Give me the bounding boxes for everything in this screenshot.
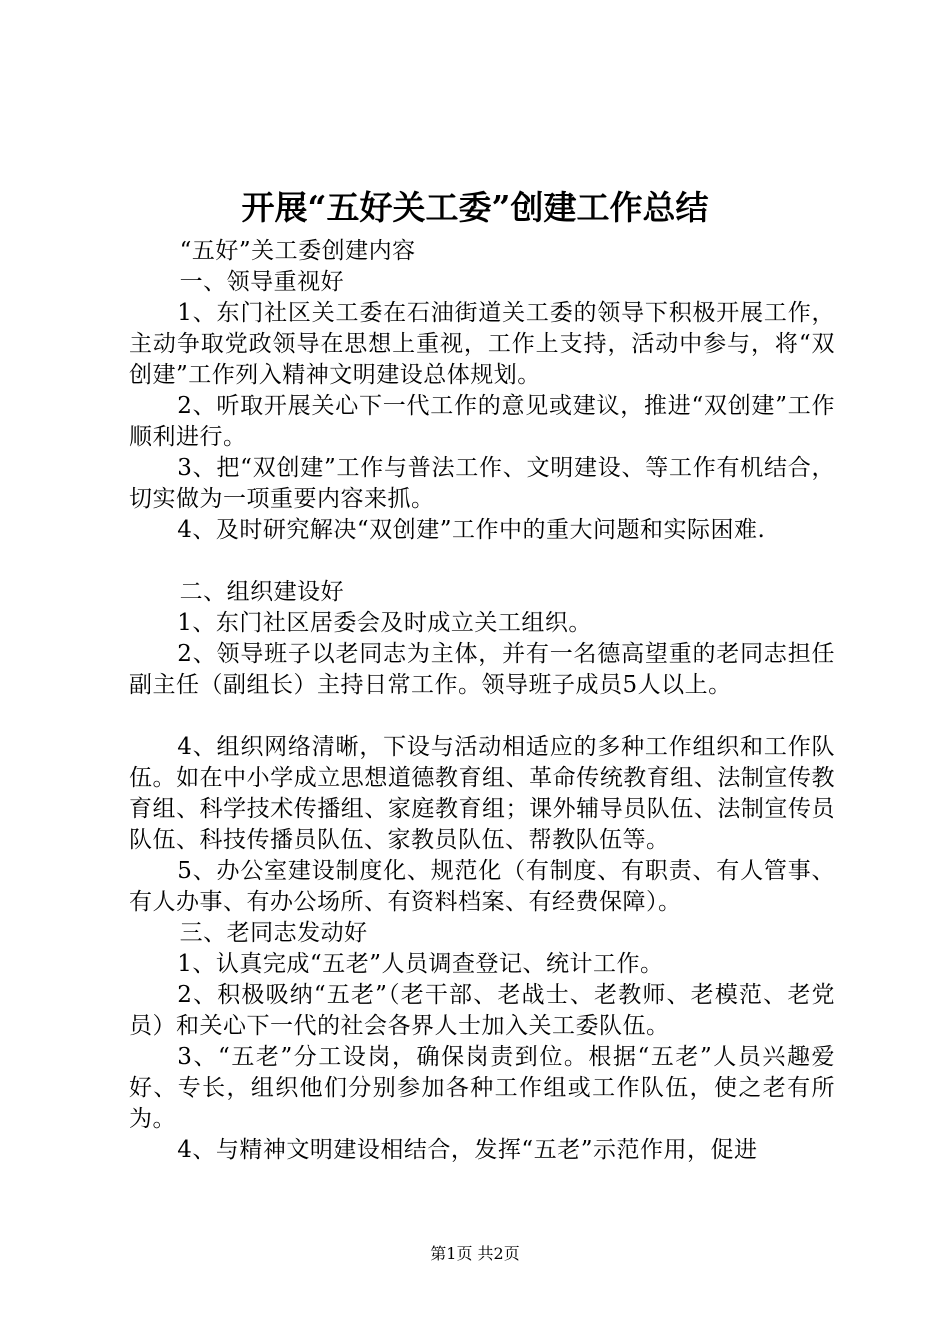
section-heading-leadership: 一、领导重视好 xyxy=(179,269,345,295)
paragraph: 4、组织网络清晰，下设与活动相适应的多种工作组织和工作队伍。如在中小学成立思想道德教育组、革命传统教育组、法制宣传教育组、科学技术传播组、家庭教育组；课外辅导员队伍、法制宣传员队伍、科技传播员队伍、家教员队伍、帮教队伍等。 xyxy=(129,734,835,853)
paragraph: 4、与精神文明建设相结合，发挥“五老”示范作用，促进 xyxy=(177,1137,758,1163)
section-heading-veterans: 三、老同志发动好 xyxy=(179,920,368,946)
paragraph: 2、领导班子以老同志为主体，并有一名德高望重的老同志担任副主任（副组长）主持日常工作。领导班子成员5人以上。 xyxy=(129,641,835,698)
paragraph: 4、及时研究解决“双创建”工作中的重大问题和实际困难. xyxy=(177,517,766,543)
paragraph: 1、东门社区居委会及时成立关工组织。 xyxy=(177,610,592,636)
paragraph: 2、听取开展关心下一代工作的意见或建议，推进“双创建”工作顺利进行。 xyxy=(129,393,835,450)
paragraph: 5、办公室建设制度化、规范化（有制度、有职责、有人管事、有人办事、有办公场所、有资料档案、有经费保障）。 xyxy=(129,858,835,915)
page-title: 开展“五好关工委”创建工作总结 xyxy=(241,188,709,227)
paragraph-intro: “五好”关工委创建内容 xyxy=(179,238,416,264)
section-heading-organization: 二、组织建设好 xyxy=(179,579,345,605)
paragraph: 3、“五老”分工设岗，确保岗责到位。根据“五老”人员兴趣爱好、专长，组织他们分别参加各种工作组或工作队伍，使之老有所为。 xyxy=(129,1044,835,1132)
paragraph: 1、认真完成“五老”人员调查登记、统计工作。 xyxy=(177,951,664,977)
paragraph: 2、积极吸纳“五老”（老干部、老战士、老教师、老模范、老党员）和关心下一代的社会各界人士加入关工委队伍。 xyxy=(129,982,835,1039)
document-body xyxy=(129,236,835,1166)
paragraph: 1、东门社区关工委在石油街道关工委的领导下积极开展工作，主动争取党政领导在思想上重视，工作上支持，活动中参与，将“双创建”工作列入精神文明建设总体规划。 xyxy=(129,300,835,388)
page-footer: 第1页 共2页 xyxy=(430,1244,520,1263)
paragraph: 3、把“双创建”工作与普法工作、文明建设、等工作有机结合，切实做为一项重要内容来抓。 xyxy=(129,455,835,512)
